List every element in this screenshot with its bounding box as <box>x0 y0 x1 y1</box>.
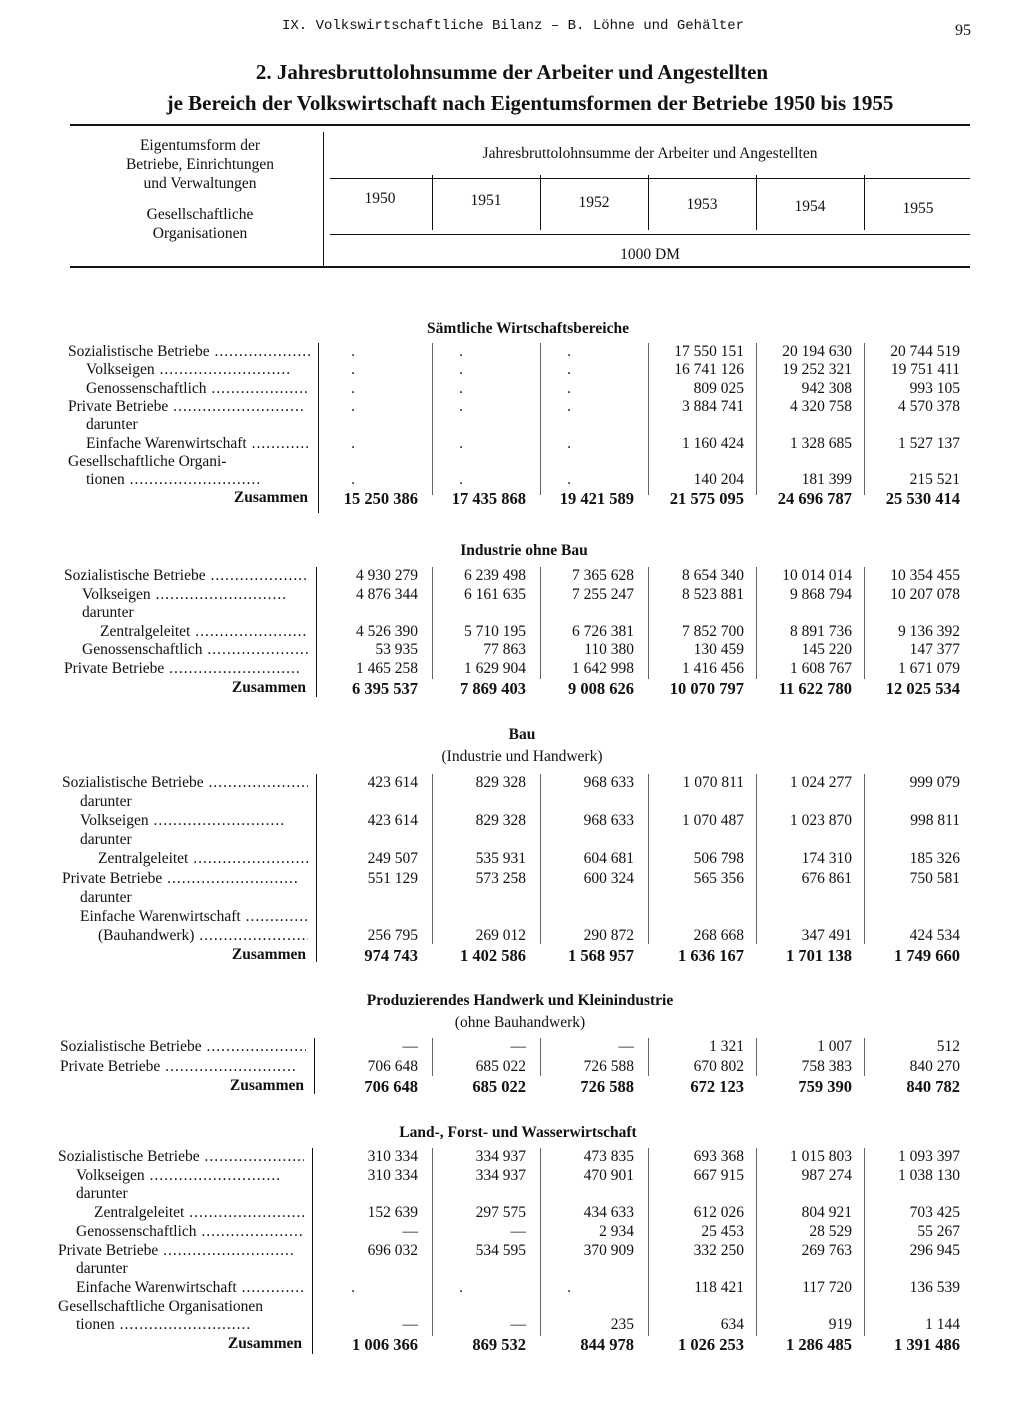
total-cell: 11 622 780 <box>778 678 852 698</box>
data-cell: 998 811 <box>910 812 960 830</box>
top-rule <box>70 124 970 126</box>
total-cell: 15 250 386 <box>343 489 418 509</box>
data-cell: 249 507 <box>367 850 418 868</box>
data-cell: 136 539 <box>909 1278 960 1296</box>
data-cell: 10 014 014 <box>782 567 852 584</box>
data-cell: 334 937 <box>475 1148 526 1165</box>
row-label: Sozialistische Betriebe ..... <box>62 774 308 793</box>
data-cell: 667 915 <box>693 1166 744 1184</box>
data-cell: 20 744 519 <box>890 343 960 360</box>
row-label: tionen ..... <box>76 1316 304 1335</box>
row-label: Gesellschaftliche Organisationen <box>58 1297 264 1315</box>
data-cell: 4 876 344 <box>356 585 418 603</box>
year-divider <box>648 175 649 230</box>
data-cell: — <box>402 1316 418 1334</box>
data-cell: 4 930 279 <box>356 567 418 584</box>
data-cell: 310 334 <box>367 1148 418 1165</box>
row-label: Einfache Warenwirtschaft ..... <box>80 908 308 927</box>
data-cell: 8 523 881 <box>682 585 744 603</box>
data-cell: 9 136 392 <box>898 622 960 640</box>
data-cell: . <box>567 379 571 397</box>
data-cell: . <box>351 343 355 360</box>
data-cell: 8 891 736 <box>790 622 852 640</box>
data-cell: 1 007 <box>817 1038 852 1055</box>
data-cell: — <box>402 1222 418 1240</box>
row-label: Volkseigen ..... <box>76 1167 304 1186</box>
stub-header-line: Eigentumsform der <box>139 137 261 154</box>
total-cell: 1 636 167 <box>678 945 744 965</box>
data-cell: — <box>618 1038 634 1055</box>
total-cell: 706 648 <box>364 1077 418 1096</box>
row-label: Private Betriebe ..... <box>58 1242 304 1261</box>
total-cell: 685 022 <box>472 1077 526 1096</box>
data-cell: 7 365 628 <box>572 567 634 584</box>
total-cell: 1 402 586 <box>460 945 526 965</box>
total-cell: 1 568 957 <box>568 945 634 965</box>
total-cell: 726 588 <box>580 1077 634 1096</box>
data-cell: 20 194 630 <box>782 343 852 360</box>
data-cell: 1 629 904 <box>464 660 526 677</box>
total-cell: 840 782 <box>906 1077 960 1096</box>
data-cell: . <box>459 361 463 379</box>
data-cell: 565 356 <box>693 869 744 887</box>
stub-divider <box>323 132 324 268</box>
data-cell: . <box>459 1278 463 1296</box>
data-cell: 17 550 151 <box>674 343 744 360</box>
data-cell: . <box>459 434 463 452</box>
data-cell: . <box>351 471 355 489</box>
data-cell: 612 026 <box>693 1204 744 1222</box>
data-cell: 434 633 <box>583 1204 634 1222</box>
data-cell: 4 570 378 <box>898 397 960 415</box>
data-cell: . <box>567 397 571 415</box>
column-group-header: Jahresbruttolohnsumme der Arbeiter und Angestellten <box>482 145 818 162</box>
data-cell: 829 328 <box>475 774 526 791</box>
row-label: darunter <box>86 416 138 434</box>
data-cell: 1 321 <box>709 1038 744 1055</box>
total-cell: 6 395 537 <box>352 678 418 698</box>
data-cell: 987 274 <box>801 1166 852 1184</box>
data-cell: 296 945 <box>909 1241 960 1259</box>
data-cell: . <box>567 434 571 452</box>
data-cell: 7 255 247 <box>572 585 634 603</box>
section-title: Bau <box>508 726 536 743</box>
data-cell: — <box>510 1222 526 1240</box>
data-cell: 9 868 794 <box>790 585 852 603</box>
data-cell: — <box>402 1038 418 1055</box>
data-cell: 1 465 258 <box>356 660 418 677</box>
section-subtitle: (ohne Bauhandwerk) <box>454 1014 586 1031</box>
data-cell: 551 129 <box>367 869 418 887</box>
data-cell: 968 633 <box>583 774 634 791</box>
data-cell: 534 595 <box>475 1241 526 1259</box>
data-cell: 10 207 078 <box>890 585 960 603</box>
data-cell: 370 909 <box>583 1241 634 1259</box>
row-label: darunter <box>80 831 132 849</box>
row-label: Private Betriebe ..... <box>60 1058 306 1077</box>
total-cell: 1 286 485 <box>786 1335 852 1354</box>
data-cell: 6 161 635 <box>464 585 526 603</box>
row-label: Sozialistische Betriebe ..... <box>68 343 310 362</box>
row-label: Sozialistische Betriebe ..... <box>60 1038 306 1057</box>
data-cell: 140 204 <box>693 471 744 489</box>
row-label: darunter <box>80 888 132 906</box>
data-cell: 297 575 <box>475 1204 526 1222</box>
year-row-top-rule <box>330 178 970 179</box>
row-label: Private Betriebe ..... <box>64 660 308 679</box>
running-header: IX. Volkswirtschaftliche Bilanz – B. Löhne und Gehälter <box>282 18 745 34</box>
data-cell: 332 250 <box>693 1241 744 1259</box>
total-cell: 759 390 <box>798 1077 852 1096</box>
data-cell: 693 368 <box>693 1148 744 1165</box>
data-cell: . <box>567 343 571 360</box>
data-cell: 758 383 <box>801 1057 852 1075</box>
total-row-label: Zusammen <box>231 678 306 696</box>
data-cell: 1 038 130 <box>898 1166 960 1184</box>
stub-header-line: und Verwaltungen <box>143 175 257 192</box>
table-title-line2: je Bereich der Volkswirtschaft nach Eigentumsformen der Betriebe 1950 bis 1955 <box>166 91 894 115</box>
unit-header: 1000 DM <box>620 246 680 263</box>
data-cell: 174 310 <box>801 850 852 868</box>
data-cell: 290 872 <box>583 926 634 944</box>
stub-header <box>80 136 320 243</box>
data-cell: 968 633 <box>583 812 634 830</box>
row-label: Sozialistische Betriebe ..... <box>58 1148 304 1167</box>
data-cell: 604 681 <box>583 850 634 868</box>
data-cell: 53 935 <box>375 641 418 659</box>
row-label: (Bauhandwerk) ..... <box>98 927 308 946</box>
year-divider <box>756 175 757 230</box>
data-cell: 535 931 <box>475 850 526 868</box>
data-cell: 181 399 <box>801 471 852 489</box>
data-cell: 1 144 <box>925 1316 960 1334</box>
total-cell: 1 006 366 <box>352 1335 418 1354</box>
data-cell: 473 835 <box>583 1148 634 1165</box>
total-cell: 1 749 660 <box>894 945 960 965</box>
data-cell: 117 720 <box>802 1278 852 1296</box>
total-cell: 21 575 095 <box>669 489 744 509</box>
page-number: 95 <box>955 22 971 39</box>
row-label: Einfache Warenwirtschaft ..... <box>86 435 310 454</box>
data-cell: 110 380 <box>584 641 634 659</box>
data-cell: 423 614 <box>367 812 418 830</box>
total-cell: 869 532 <box>472 1335 526 1354</box>
data-cell: 424 534 <box>909 926 960 944</box>
data-cell: . <box>459 379 463 397</box>
data-cell: 6 239 498 <box>464 567 526 584</box>
year-header: 1952 <box>578 194 610 211</box>
data-cell: 145 220 <box>801 641 852 659</box>
row-label: Private Betriebe ..... <box>68 398 310 417</box>
data-cell: 185 326 <box>909 850 960 868</box>
data-cell: 118 421 <box>694 1278 744 1296</box>
data-cell: 600 324 <box>583 869 634 887</box>
row-label: Private Betriebe ..... <box>62 870 308 889</box>
data-cell: 696 032 <box>367 1241 418 1259</box>
data-cell: . <box>567 471 571 489</box>
year-divider <box>432 175 433 230</box>
row-label: Volkseigen ..... <box>86 361 310 380</box>
data-cell: 8 654 340 <box>682 567 744 584</box>
total-cell: 25 530 414 <box>885 489 960 509</box>
row-label: darunter <box>76 1185 128 1203</box>
data-cell: . <box>459 343 463 360</box>
data-cell: . <box>459 471 463 489</box>
data-cell: 1 023 870 <box>790 812 852 830</box>
data-cell: 634 <box>720 1316 744 1334</box>
data-cell: 1 093 397 <box>898 1148 960 1165</box>
data-cell: . <box>351 397 355 415</box>
data-cell: 919 <box>828 1316 852 1334</box>
total-cell: 12 025 534 <box>885 678 960 698</box>
data-cell: . <box>567 1278 571 1296</box>
data-cell: 334 937 <box>475 1166 526 1184</box>
data-cell: 5 710 195 <box>464 622 526 640</box>
row-label: Volkseigen ..... <box>82 586 308 605</box>
year-header: 1951 <box>470 192 502 209</box>
data-cell: 77 863 <box>483 641 526 659</box>
year-header: 1950 <box>364 190 396 207</box>
total-cell: 1 391 486 <box>894 1335 960 1354</box>
data-cell: 512 <box>936 1038 960 1055</box>
row-label: Volkseigen ..... <box>80 812 308 831</box>
table-title-line1: 2. Jahresbruttolohnsumme der Arbeiter und Angestellten <box>255 60 769 84</box>
data-cell: 1 416 456 <box>682 660 744 677</box>
data-cell: 685 022 <box>475 1057 526 1075</box>
data-cell: . <box>351 434 355 452</box>
total-cell: 9 008 626 <box>568 678 634 698</box>
section-title: Industrie ohne Bau <box>460 542 588 559</box>
data-cell: . <box>351 379 355 397</box>
row-label: darunter <box>82 604 134 622</box>
total-cell: 10 070 797 <box>669 678 744 698</box>
unit-row-top-rule <box>330 234 970 235</box>
row-label: darunter <box>80 793 132 811</box>
year-header: 1953 <box>686 196 718 213</box>
data-cell: 804 921 <box>801 1204 852 1222</box>
data-cell: 347 491 <box>801 926 852 944</box>
data-cell: 573 258 <box>475 869 526 887</box>
row-label: tionen ..... <box>86 471 310 490</box>
data-cell: 670 802 <box>693 1057 744 1075</box>
row-label: darunter <box>76 1260 128 1278</box>
data-cell: 215 521 <box>909 471 960 489</box>
data-cell: 4 526 390 <box>356 622 418 640</box>
data-cell: 809 025 <box>693 379 744 397</box>
data-cell: 726 588 <box>583 1057 634 1075</box>
data-cell: 147 377 <box>909 641 960 659</box>
total-row-label: Zusammen <box>231 945 306 963</box>
year-divider <box>864 175 865 230</box>
header-bottom-rule <box>70 266 970 268</box>
total-cell: 7 869 403 <box>460 678 526 698</box>
data-cell: 2 934 <box>599 1222 634 1240</box>
data-cell: 750 581 <box>909 869 960 887</box>
data-cell: — <box>510 1038 526 1055</box>
data-cell: 1 671 079 <box>898 660 960 677</box>
data-cell: 3 884 741 <box>682 397 744 415</box>
year-header: 1955 <box>902 200 934 217</box>
total-row-label: Zusammen <box>233 489 308 507</box>
data-cell: 19 252 321 <box>782 361 852 379</box>
data-cell: 1 070 811 <box>682 774 744 791</box>
data-cell: 1 527 137 <box>898 434 960 452</box>
row-label: Zentralgeleitet ..... <box>94 1204 304 1223</box>
data-cell: 840 270 <box>909 1057 960 1075</box>
data-cell: 1 642 998 <box>572 660 634 677</box>
stub-header-line: Organisationen <box>152 225 248 242</box>
data-cell: 7 852 700 <box>682 622 744 640</box>
row-label: Zentralgeleitet ..... <box>100 623 308 642</box>
year-divider <box>540 175 541 230</box>
data-cell: 942 308 <box>801 379 852 397</box>
row-label: Zentralgeleitet ..... <box>98 850 308 869</box>
total-cell: 1 701 138 <box>786 945 852 965</box>
row-label: Gesellschaftliche Organi- <box>68 452 227 470</box>
data-cell: 55 267 <box>917 1222 960 1240</box>
data-cell: 235 <box>610 1316 634 1334</box>
data-cell: 423 614 <box>367 774 418 791</box>
data-cell: 28 529 <box>809 1222 852 1240</box>
data-cell: 269 012 <box>475 926 526 944</box>
data-cell: 829 328 <box>475 812 526 830</box>
data-cell: 1 160 424 <box>682 434 744 452</box>
data-cell: 506 798 <box>693 850 744 868</box>
row-label: Genossenschaftlich ..... <box>86 380 310 399</box>
data-cell: 1 328 685 <box>790 434 852 452</box>
data-cell: . <box>351 1278 355 1296</box>
data-cell: 1 024 277 <box>790 774 852 791</box>
total-cell: 844 978 <box>580 1335 634 1354</box>
data-cell: 1 608 767 <box>790 660 852 677</box>
data-cell: 703 425 <box>909 1204 960 1222</box>
data-cell: 25 453 <box>701 1222 744 1240</box>
data-cell: . <box>567 361 571 379</box>
stub-header-line: Betriebe, Einrichtungen <box>125 156 275 173</box>
data-cell: . <box>459 397 463 415</box>
data-cell: 706 648 <box>367 1057 418 1075</box>
total-row-label: Zusammen <box>227 1335 302 1352</box>
data-cell: 310 334 <box>367 1166 418 1184</box>
stub-header-line: Gesellschaftliche <box>146 206 254 223</box>
total-cell: 19 421 589 <box>559 489 634 509</box>
data-cell: . <box>351 361 355 379</box>
data-cell: 1 015 803 <box>790 1148 852 1165</box>
section-subtitle: (Industrie und Handwerk) <box>441 748 603 765</box>
total-cell: 672 123 <box>690 1077 744 1096</box>
data-cell: 4 320 758 <box>790 397 852 415</box>
section-title: Sämtliche Wirtschaftsbereiche <box>427 320 629 337</box>
data-cell: 16 741 126 <box>674 361 744 379</box>
data-cell: 130 459 <box>693 641 744 659</box>
data-cell: 1 070 487 <box>682 812 744 830</box>
row-label: Genossenschaftlich ..... <box>82 641 308 660</box>
data-cell: 470 901 <box>583 1166 634 1184</box>
data-cell: 993 105 <box>909 379 960 397</box>
data-cell: 269 763 <box>801 1241 852 1259</box>
data-cell: 6 726 381 <box>572 622 634 640</box>
section-title: Produzierendes Handwerk und Kleinindustrie <box>366 992 674 1009</box>
total-cell: 974 743 <box>364 945 418 965</box>
section-stub-divider <box>318 343 319 513</box>
data-cell: 19 751 411 <box>890 361 960 379</box>
data-cell: 152 639 <box>367 1204 418 1222</box>
data-cell: 676 861 <box>801 869 852 887</box>
total-cell: 17 435 868 <box>451 489 526 509</box>
total-cell: 1 026 253 <box>678 1335 744 1354</box>
data-cell: 999 079 <box>909 774 960 791</box>
row-label: Einfache Warenwirtschaft ..... <box>76 1279 304 1298</box>
data-cell: 256 795 <box>367 926 418 944</box>
year-header: 1954 <box>794 198 826 215</box>
section-title: Land-, Forst- und Wasserwirtschaft <box>399 1124 637 1141</box>
total-cell: 24 696 787 <box>777 489 852 509</box>
row-label: Genossenschaftlich ..... <box>76 1223 304 1242</box>
data-cell: — <box>510 1316 526 1334</box>
total-row-label: Zusammen <box>229 1077 304 1094</box>
row-label: Sozialistische Betriebe ..... <box>64 567 308 586</box>
data-cell: 10 354 455 <box>890 567 960 584</box>
data-cell: 268 668 <box>693 926 744 944</box>
